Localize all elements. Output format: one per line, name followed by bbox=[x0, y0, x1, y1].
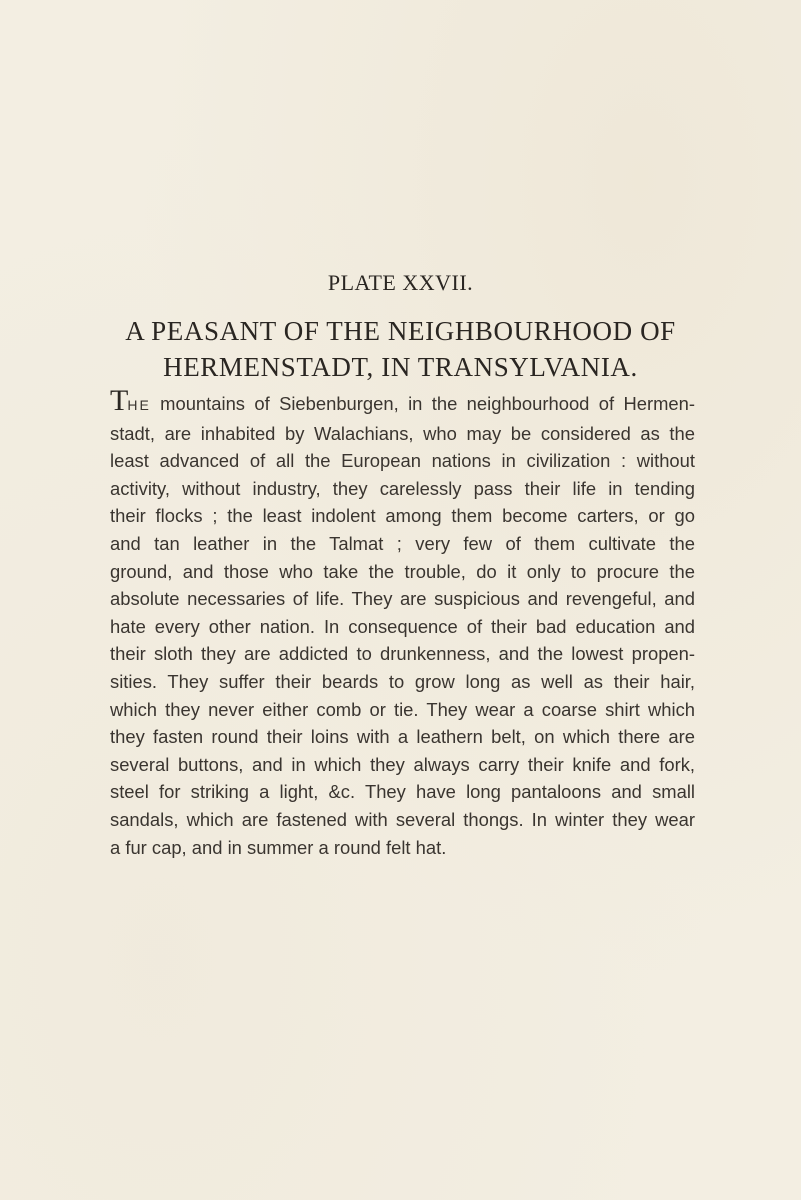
text-line-13: they fasten round their loins with a leathern belt, on which there are bbox=[110, 726, 695, 748]
text-line-17: a fur cap, and in summer a round felt hat. bbox=[110, 836, 447, 858]
text-line-2: stadt, are inhabited by Walachians, who may be considered as the bbox=[110, 422, 695, 444]
text-line-8: absolute necessaries of life. They are suspicious and revengeful, and bbox=[110, 588, 695, 610]
drop-cap: T bbox=[110, 384, 128, 417]
text-line-6: and tan leather in the Talmat ; very few of them cultivate the bbox=[110, 532, 695, 554]
title-line-2: HERMENSTADT, IN TRANSYLVANIA. bbox=[163, 352, 638, 382]
text-line-10: their sloth they are addicted to drunkenness, and the lowest propen- bbox=[110, 643, 695, 665]
text-line-9: hate every other nation. In consequence of their bad education and bbox=[110, 615, 695, 637]
text-line-7: ground, and those who take the trouble, do it only to procure the bbox=[110, 560, 695, 582]
text-line-12: which they never either comb or tie. They wear a coarse shirt which bbox=[110, 698, 695, 720]
text-line-1 bbox=[110, 384, 695, 420]
text-line-15: steel for striking a light, &c. They have long pantaloons and small bbox=[110, 781, 695, 803]
text-line-11: sities. They suffer their beards to grow long as well as their hair, bbox=[110, 670, 695, 692]
page-title bbox=[0, 313, 801, 385]
text-line-5: their flocks ; the least indolent among them become carters, or go bbox=[110, 505, 695, 527]
body-paragraph bbox=[110, 384, 695, 861]
text-line-3: least advanced of all the European nations in civilization : without bbox=[110, 450, 695, 472]
text-line-16: sandals, which are fastened with several thongs. In winter they wear bbox=[110, 808, 695, 830]
text-line-4: activity, without industry, they carelessly pass their life in tending bbox=[110, 477, 695, 499]
line-text: mountains of Siebenburgen, in the neighbourhood of Hermen- bbox=[150, 393, 695, 414]
first-word-rest: HE bbox=[127, 397, 151, 413]
title-line-1: A PEASANT OF THE NEIGHBOURHOOD OF bbox=[125, 316, 676, 346]
text-line-14: several buttons, and in which they always carry their knife and fork, bbox=[110, 753, 695, 775]
plate-number: PLATE XXVII. bbox=[327, 270, 474, 295]
